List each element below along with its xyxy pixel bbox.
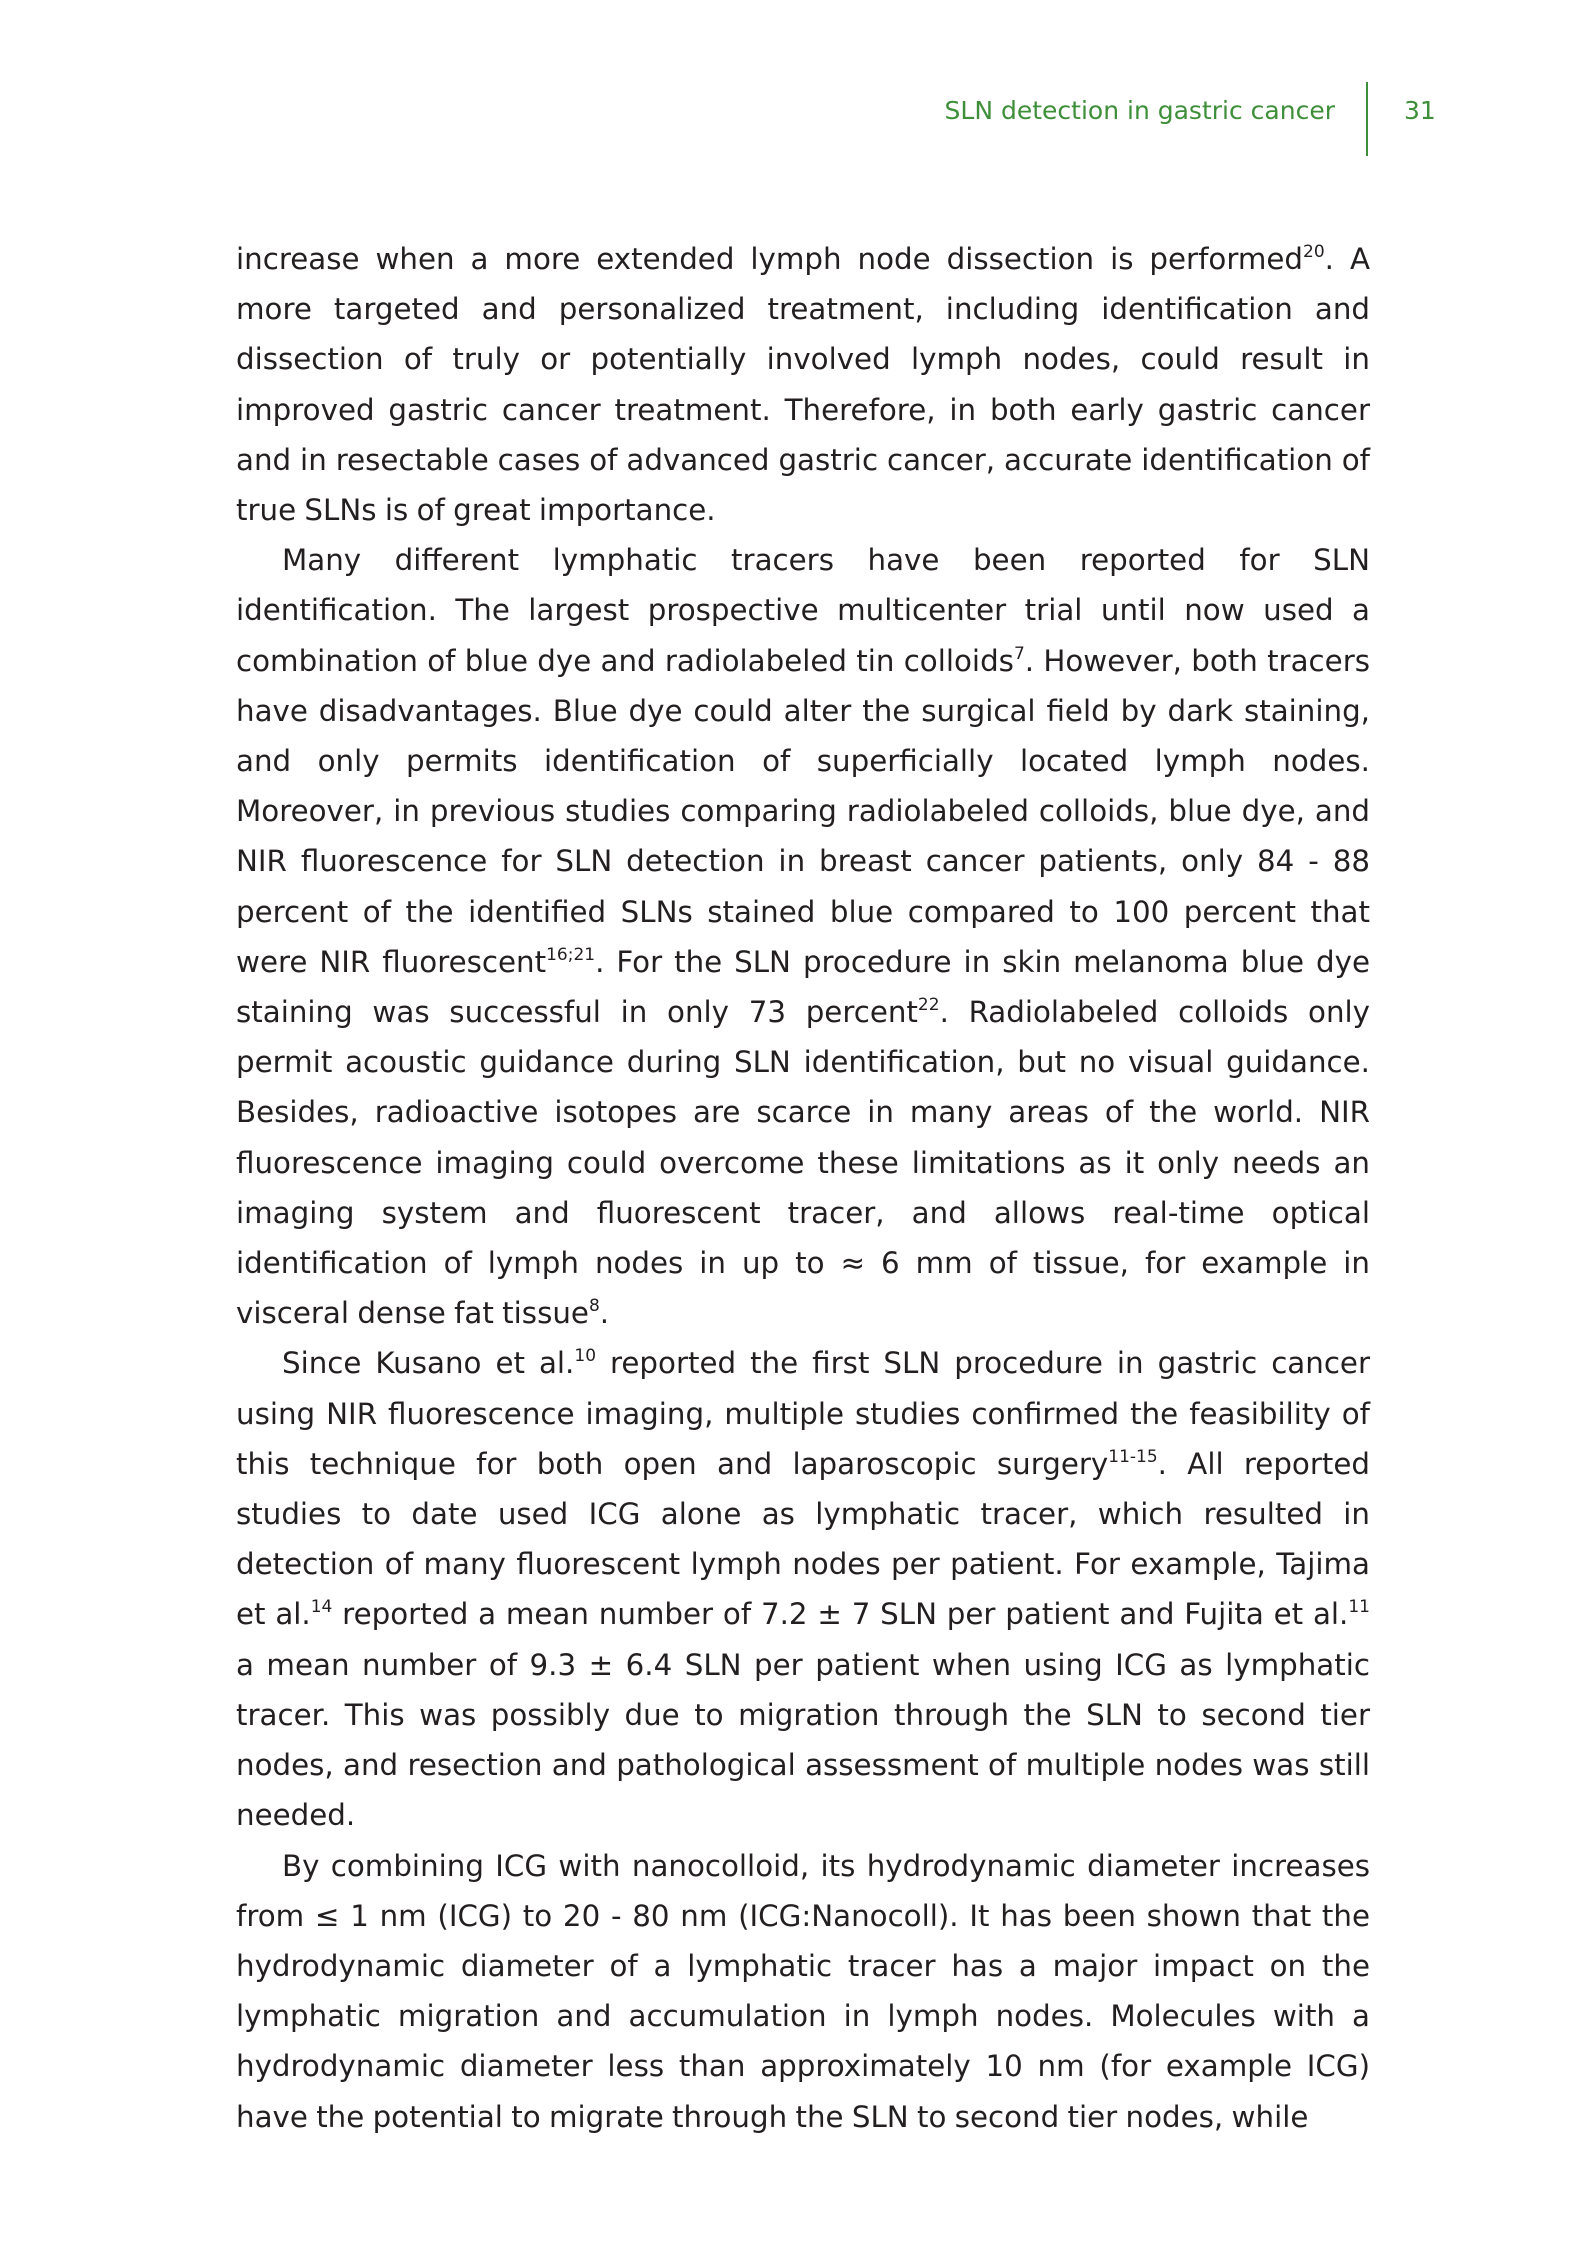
paragraph-2 (236, 535, 1370, 1338)
paragraph-4 (236, 1841, 1370, 2142)
reference-superscript: 10 (574, 1346, 597, 1367)
text-run: Since Kusano et al. (282, 1346, 575, 1381)
running-title: SLN detection in gastric cancer (944, 96, 1335, 125)
reference-superscript: 11-15 (1108, 1446, 1158, 1467)
text-run: . A more targeted and personalized treatment, including identification and dissection of truly or potentially involved lymph nodes, could result in improved gastric cancer treatment. Therefore, in both early gastric cancer and in resectable cases of advanced gastric cancer, accurate identification of true SLNs is of great importance. (236, 242, 1370, 528)
text-run: . However, both tracers have disadvantages. Blue dye could alter the surgical field by dark staining, and only permits identification of superficially located lymph nodes. Moreover, in previous studies comparing radiolabeled colloids, blue dye, and NIR fluorescence for SLN detection in breast cancer patients, only 84 - 88 percent of the identified SLNs stained blue compared to 100 percent that were NIR fluorescent (236, 643, 1370, 979)
text-run: reported the first SLN procedure in gastric cancer using NIR fluorescence imaging, multiple studies confirmed the feasibility of this technique for both open and laparoscopic surgery (236, 1346, 1370, 1481)
reference-superscript: 20 (1303, 242, 1325, 262)
text-run: . For the SLN procedure in skin melanoma blue dye staining was successful in only 73 percent (236, 944, 1370, 1030)
text-run: . (599, 1296, 610, 1331)
paragraph-3 (236, 1338, 1370, 1840)
reference-superscript: 16;21 (546, 944, 596, 965)
reference-superscript: 14 (310, 1597, 333, 1618)
text-run: . All reported studies to date used ICG alone as lymphatic tracer, which resulted in detection of many fluorescent lymph nodes per patient. For example, Tajima et al. (236, 1446, 1371, 1632)
header-divider (1366, 82, 1368, 156)
text-run: a mean number of 9.3 ± 6.4 SLN per patient when using ICG as lymphatic tracer. This was possibly due to migration through the SLN to second tier nodes, and resection and pathological assessment of multiple nodes was still needed. (236, 1647, 1370, 1833)
text-run: reported a mean number of 7.2 ± 7 SLN per patient and Fujita et al. (332, 1597, 1349, 1632)
page-number: 31 (1404, 96, 1436, 125)
text-run: . Radiolabeled colloids only permit acoustic guidance during SLN identification, but no visual guidance. Besides, radioactive isotopes are scarce in many areas of the world. NIR fluorescence imaging could overcome these limitations as it only needs an imaging system and fluorescent tracer, and allows real-time optical identification of lymph nodes in up to ≈ 6 mm of tissue, for example in visceral dense fat tissue (236, 995, 1370, 1331)
text-run: increase when a more extended lymph node dissection is performed (236, 242, 1304, 276)
reference-superscript: 7 (1013, 643, 1025, 664)
reference-superscript: 8 (588, 1296, 600, 1317)
text-run: Many different lymphatic tracers have been reported for SLN identification. The largest prospective multicenter trial until now used a combination of blue dye and radiolabeled tin colloids (236, 543, 1370, 678)
body-text (236, 234, 1370, 2142)
reference-superscript: 22 (917, 995, 940, 1016)
paragraph-1 (236, 234, 1370, 535)
page-header (0, 0, 1593, 160)
reference-superscript: 11 (1348, 1597, 1370, 1618)
text-run: By combining ICG with nanocolloid, its hydrodynamic diameter increases from ≤ 1 nm (ICG) to 20 - 80 nm (ICG:Nanocoll). It has been shown that the hydrodynamic diameter of a lymphatic tracer has a major impact on the lymphatic migration and accumulation in lymph nodes. Molecules with a hydrodynamic diameter less than approximately 10 nm (for example ICG) have the potential to migrate through the SLN to second tier nodes, while (236, 1848, 1370, 2134)
